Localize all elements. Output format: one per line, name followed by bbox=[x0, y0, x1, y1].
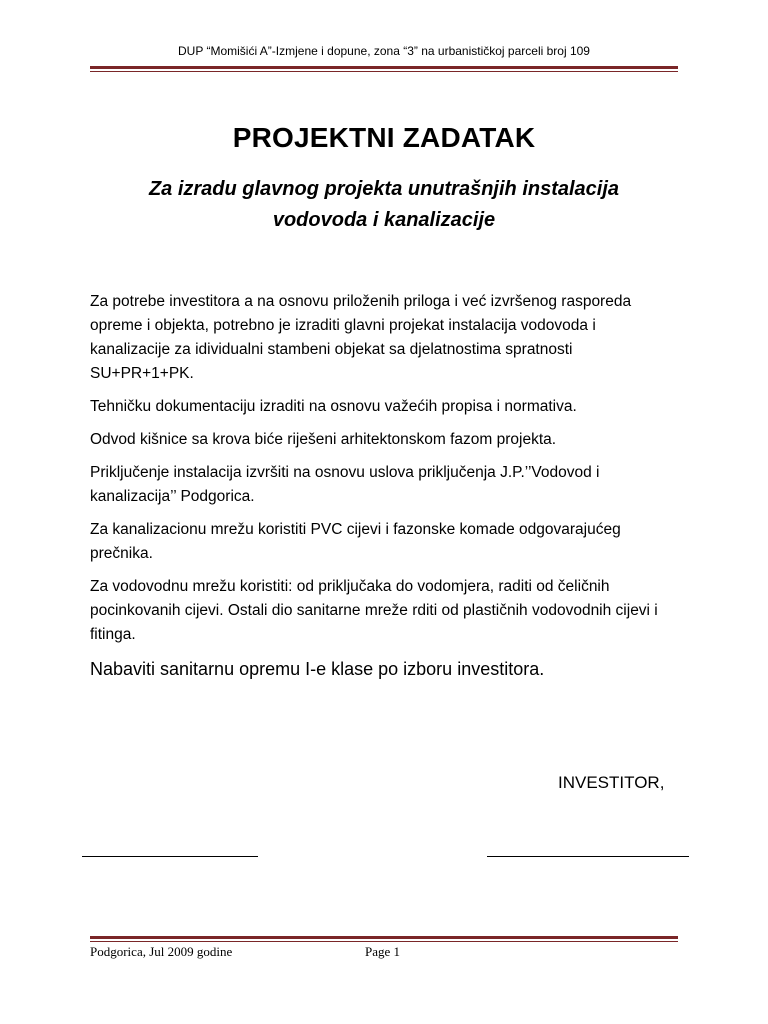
footer-rule-thin bbox=[90, 941, 678, 942]
document-subtitle bbox=[90, 174, 678, 236]
paragraph-rainwater: Odvod kišnice sa krova biće riješeni arhitektonskom fazom projekta. bbox=[90, 431, 557, 448]
page-header: DUP “Momišići A”-Izmjene i dopune, zona “3” na urbanističkoj parceli broj 109 bbox=[178, 44, 590, 58]
paragraph-water-network: Za vodovodnu mrežu koristiti: od priključaka do vodomjera, raditi od čeličnih pocinkovanih cijevi. Ostali dio sanitarne mreže rditi od plastičnih vodovodnih cijevi i fitinga. bbox=[90, 578, 658, 643]
paragraph-sewer-network: Za kanalizacionu mrežu koristiti PVC cijevi i fazonske komade odgovarajućeg prečnika. bbox=[90, 521, 621, 562]
document-title: PROJEKTNI ZADATAK bbox=[232, 122, 536, 153]
subtitle-line-1: Za izradu glavnog projekta unutrašnjih instalacija bbox=[148, 178, 620, 200]
header-rule-thick bbox=[90, 66, 678, 69]
footer-place-date: Podgorica, Jul 2009 godine bbox=[90, 944, 233, 959]
paragraph-connection: Priključenje instalacija izvršiti na osnovu uslova priključenja J.P.’’Vodovod i kanalizacija’’ Podgorica. bbox=[90, 464, 600, 505]
signature-line-right bbox=[487, 856, 689, 857]
investor-label: INVESTITOR, bbox=[558, 773, 665, 792]
document-body bbox=[90, 290, 680, 691]
subtitle-line-2: vodovoda i kanalizacije bbox=[272, 209, 496, 231]
signature-line-left bbox=[82, 856, 258, 857]
header-rule-thin bbox=[90, 71, 678, 72]
footer-rule-thick bbox=[90, 936, 678, 939]
paragraph-documentation: Tehničku dokumentaciju izraditi na osnovu važećih propisa i normativa. bbox=[90, 398, 577, 415]
footer-page-number: Page 1 bbox=[365, 944, 401, 959]
paragraph-sanitary-equipment: Nabaviti sanitarnu opremu I-e klase po izboru investitora. bbox=[90, 659, 545, 679]
paragraph-requirements: Za potrebe investitora a na osnovu priloženih priloga i već izvršenog rasporeda opreme i objekta, potrebno je izraditi glavni projekat instalacija vodovoda i kanalizacije za idividualni stambeni objekat sa djelatnostima spratnosti SU+PR+1+PK. bbox=[90, 293, 632, 382]
